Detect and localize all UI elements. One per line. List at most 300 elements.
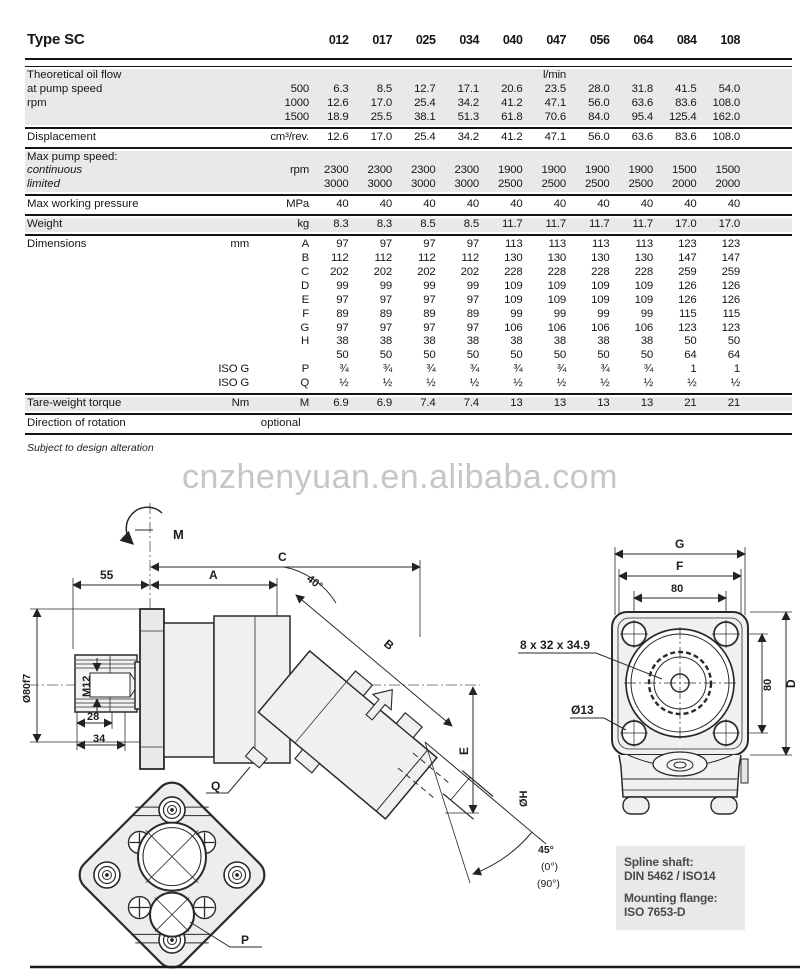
table-row (25, 218, 792, 232)
table-cell: 108.0 (712, 96, 740, 109)
table-cell: 38.1 (414, 110, 436, 123)
table-row (25, 111, 792, 125)
table-row (25, 238, 792, 252)
table-cell: 6.9 (333, 397, 349, 410)
table-cell: ½ (426, 377, 436, 390)
dim-80-right-label: 80 (762, 678, 774, 691)
table-cell: ¾ (643, 363, 653, 376)
table-cell: 63.6 (631, 96, 653, 109)
table-cell: 228 (547, 265, 566, 278)
dim-28-label: 28 (87, 711, 100, 723)
table-cell: 99 (597, 307, 610, 320)
dim-g-label: G (675, 537, 685, 551)
table-cell: ½ (513, 377, 523, 390)
footnote: Subject to design alteration (27, 442, 154, 454)
table-cell: 202 (330, 265, 349, 278)
port-dia-label: ØH (518, 790, 530, 807)
table-cell: MPa (286, 198, 309, 211)
table-cell: 25.4 (414, 96, 436, 109)
table-cell: 84.0 (588, 110, 610, 123)
info-line-flange-title: Mounting flange: (624, 890, 718, 905)
table-cell: 7.4 (463, 397, 479, 410)
table-row (25, 69, 792, 83)
table-cell: 113 (504, 238, 523, 251)
table-cell: 259 (721, 265, 740, 278)
table-cell: 3000 (323, 178, 349, 191)
table-cell: 2000 (671, 178, 697, 191)
table-cell: 8.3 (376, 218, 392, 231)
table-row (25, 131, 792, 145)
table-cell: 084 (676, 33, 697, 47)
table-cell: 50 (597, 349, 610, 362)
table-cell: C (300, 265, 309, 278)
table-cell: 108.0 (712, 130, 740, 143)
table-cell: 13 (553, 397, 566, 410)
table-cell: 123 (678, 238, 697, 251)
table-cell: 106 (591, 321, 610, 334)
table-header-row (25, 30, 792, 55)
table-cell: 109 (634, 279, 653, 292)
table-cell: 162.0 (712, 110, 740, 123)
table-row (25, 280, 792, 294)
table-row (25, 363, 792, 377)
table-cell: 228 (634, 265, 653, 278)
table-cell: 34.2 (457, 130, 479, 143)
table-cell: 50 (379, 349, 392, 362)
table-cell: rpm (27, 96, 47, 109)
rotation-label: M (173, 527, 184, 542)
table-cell: 2300 (410, 164, 436, 177)
table-row (25, 178, 792, 192)
table-cell: 50 (510, 349, 523, 362)
table-cell: ½ (339, 377, 349, 390)
pump-body (140, 609, 290, 769)
angle-90-label: (90°) (537, 878, 560, 890)
table-cell: 147 (721, 251, 740, 264)
table-cell: 017 (372, 33, 392, 47)
table-row (25, 266, 792, 280)
table-cell: continuous (27, 164, 83, 177)
table-cell: 41.5 (675, 82, 697, 95)
table-rule (25, 58, 792, 67)
rear-flange (612, 612, 748, 755)
table-cell: 89 (336, 307, 349, 320)
table-cell: 31.8 (631, 82, 653, 95)
table-cell: 21 (727, 397, 740, 410)
table-cell: 38 (336, 335, 349, 348)
table-cell: ½ (687, 377, 697, 390)
table-cell: 97 (423, 321, 436, 334)
table-cell: 202 (373, 265, 392, 278)
table-cell: 97 (336, 238, 349, 251)
table-cell: 108 (720, 33, 740, 47)
table-cell: 47.1 (544, 96, 566, 109)
table-cell: M (299, 397, 309, 410)
table-cell: 38 (466, 335, 479, 348)
table-cell: Direction of rotation (27, 416, 126, 429)
table-cell: ½ (382, 377, 392, 390)
table-cell: 202 (460, 265, 479, 278)
table-cell: 056 (589, 33, 610, 47)
table-cell: 147 (678, 251, 697, 264)
table-cell: 40 (466, 198, 479, 211)
table-cell: Max working pressure (27, 198, 139, 211)
table-cell: 1500 (715, 164, 740, 177)
rotation-direction-symbol (126, 507, 162, 544)
table-cell: 89 (466, 307, 479, 320)
table-cell: 1500 (671, 164, 697, 177)
table-row (25, 151, 792, 165)
table-cell: limited (27, 178, 60, 191)
dim-a-label: A (209, 568, 218, 582)
table-cell: ¾ (469, 363, 479, 376)
table-cell: 126 (678, 279, 697, 292)
table-cell: 123 (721, 238, 740, 251)
table-cell: 12.6 (327, 130, 349, 143)
table-cell: 6.3 (333, 82, 349, 95)
table-cell: 8.5 (463, 218, 479, 231)
table-cell: 1900 (584, 164, 610, 177)
pump-rear-view (518, 537, 798, 814)
dim-80f7-label: Ø80f7 (21, 673, 33, 703)
table-row (25, 97, 792, 111)
table-cell: 17.0 (718, 218, 740, 231)
table-cell: 034 (459, 33, 479, 47)
table-cell: 83.6 (675, 96, 697, 109)
table-cell: 38 (379, 335, 392, 348)
table-cell: 11.7 (501, 218, 523, 231)
table-cell: 25.5 (370, 110, 392, 123)
angle-45-label: 45° (538, 844, 554, 856)
table-cell: 17.0 (370, 130, 392, 143)
table-cell: 113 (548, 238, 566, 251)
table-cell: 1900 (541, 164, 566, 177)
table-cell: 012 (328, 33, 349, 47)
table-cell: 106 (547, 321, 566, 334)
table-cell: 97 (466, 293, 479, 306)
table-cell: 41.2 (501, 130, 523, 143)
table-cell: ½ (643, 377, 653, 390)
table-cell: 17.1 (457, 82, 479, 95)
table-cell: 8.3 (333, 218, 349, 231)
table-cell: ¾ (426, 363, 436, 376)
table-cell: 109 (547, 293, 566, 306)
table-cell: mm (230, 238, 249, 251)
table-cell: 99 (510, 307, 523, 320)
table-cell: 97 (466, 238, 479, 251)
table-cell: 99 (379, 279, 392, 292)
table-rule (25, 393, 792, 395)
table-cell: 2500 (497, 178, 523, 191)
table-cell: 51.3 (457, 110, 479, 123)
table-cell: 97 (379, 238, 392, 251)
table-row (25, 198, 792, 212)
table-cell: 130 (547, 251, 566, 264)
table-cell: 40 (684, 198, 697, 211)
watermark: cnzhenyuan.en.alibaba.com (182, 458, 618, 496)
table-cell: 18.9 (327, 110, 349, 123)
table-cell: 130 (504, 251, 523, 264)
table-cell: 40 (597, 198, 610, 211)
table-cell: 38 (423, 335, 436, 348)
dim-28-34-lines (77, 712, 125, 751)
table-cell: 89 (379, 307, 392, 320)
table-cell: 259 (678, 265, 697, 278)
dim-80-top-label: 80 (671, 583, 684, 595)
table-cell: 228 (504, 265, 523, 278)
table-rule (25, 194, 792, 196)
dim-e-label: E (457, 746, 471, 755)
table-cell: rpm (289, 164, 309, 177)
table-cell: 7.4 (420, 397, 436, 410)
table-cell: 130 (591, 251, 610, 264)
thread-label: M12 (81, 675, 93, 697)
table-cell: 1900 (497, 164, 523, 177)
pump-side-view (21, 503, 560, 971)
dim-c-label: C (278, 550, 287, 564)
table-cell: 113 (591, 238, 610, 251)
dim-34-label: 34 (93, 733, 106, 745)
table-cell: 1500 (284, 110, 309, 123)
port-p-label: P (241, 933, 250, 947)
table-cell: 47.1 (544, 130, 566, 143)
table-cell: 109 (634, 293, 653, 306)
table-cell: 40 (640, 198, 653, 211)
hole-callout-label: Ø13 (571, 703, 594, 717)
table-cell: Nm (231, 397, 249, 410)
table-cell: 11.7 (545, 218, 566, 231)
table-cell: Type SC (27, 31, 85, 48)
table-cell: 109 (591, 293, 610, 306)
standards-info-box (616, 846, 745, 930)
table-cell: 17.0 (675, 218, 697, 231)
table-cell: kg (297, 218, 309, 231)
table-cell: Weight (27, 218, 63, 231)
table-cell: 1000 (284, 96, 309, 109)
table-cell: 17.0 (370, 96, 392, 109)
table-cell: Q (300, 377, 309, 390)
table-cell: 99 (640, 307, 653, 320)
dim-55-label: 55 (100, 568, 114, 582)
table-cell: D (300, 279, 309, 292)
table-cell: F (302, 307, 309, 320)
table-cell: 126 (678, 293, 697, 306)
table-cell: 97 (466, 321, 479, 334)
table-cell: 38 (597, 335, 610, 348)
table-cell: Dimensions (27, 238, 87, 251)
table-cell: 40 (553, 198, 566, 211)
table-cell: 97 (336, 321, 349, 334)
table-cell: 228 (591, 265, 610, 278)
table-cell: 202 (417, 265, 436, 278)
table-cell: 040 (502, 33, 523, 47)
table-cell: 047 (546, 33, 566, 47)
table-cell: 99 (423, 279, 436, 292)
table-rule (25, 234, 792, 236)
table-cell: E (301, 293, 309, 306)
table-cell: ¾ (513, 363, 523, 376)
table-cell: 11.7 (632, 218, 653, 231)
table-cell: 40 (423, 198, 436, 211)
table-cell: 40 (379, 198, 392, 211)
table-cell: H (300, 335, 309, 348)
table-rule (25, 413, 792, 415)
table-cell: 50 (336, 349, 349, 362)
table-cell: 23.5 (544, 82, 566, 95)
table-cell: 50 (423, 349, 436, 362)
table-rule (25, 214, 792, 216)
table-cell: 99 (466, 279, 479, 292)
table-cell: 64 (727, 349, 740, 362)
table-cell: 70.6 (544, 110, 566, 123)
table-cell: 50 (553, 349, 566, 362)
table-cell: 13 (640, 397, 653, 410)
table-rule (25, 147, 792, 149)
angle-40-label: 40° (304, 572, 325, 593)
spec-table (0, 30, 800, 437)
table-cell: P (301, 363, 309, 376)
table-cell: 112 (461, 251, 479, 264)
table-cell: 97 (379, 321, 392, 334)
table-cell: 109 (547, 279, 566, 292)
info-line-spline-title: Spline shaft: (624, 855, 694, 869)
table-cell: 40 (727, 198, 740, 211)
table-cell: 2500 (541, 178, 566, 191)
table-cell: 38 (553, 335, 566, 348)
table-cell: 12.6 (327, 96, 349, 109)
table-cell: 064 (633, 33, 653, 47)
table-cell: 38 (640, 335, 653, 348)
table-cell: 64 (684, 349, 697, 362)
table-cell: ½ (730, 377, 740, 390)
table-cell: 50 (640, 349, 653, 362)
table-cell: 40 (336, 198, 349, 211)
table-cell: B (301, 251, 309, 264)
table-cell: Tare-weight torque (27, 397, 122, 410)
table-row (25, 417, 792, 431)
table-cell: 13 (510, 397, 523, 410)
table-cell: 12.7 (414, 82, 436, 95)
table-cell: 21 (684, 397, 697, 410)
table-cell: 109 (504, 293, 523, 306)
table-row (25, 335, 792, 349)
table-cell: ¾ (382, 363, 392, 376)
table-cell: 41.2 (501, 96, 523, 109)
table-cell: G (300, 321, 309, 334)
table-cell: ¾ (339, 363, 349, 376)
table-row (25, 397, 792, 411)
table-cell: 99 (553, 307, 566, 320)
table-cell: 28.0 (588, 82, 610, 95)
table-row (25, 83, 792, 97)
table-cell: 50 (727, 335, 740, 348)
table-cell: 40 (510, 198, 523, 211)
table-cell: 112 (374, 251, 392, 264)
table-cell: ¾ (600, 363, 610, 376)
table-cell: 6.9 (376, 397, 392, 410)
table-row (25, 377, 792, 391)
table-cell: Displacement (27, 130, 97, 143)
rear-lower-body (619, 752, 748, 814)
table-cell: 2300 (367, 164, 392, 177)
table-cell: 63.6 (631, 130, 653, 143)
table-cell: 112 (417, 251, 436, 264)
table-cell: cm³/rev. (270, 130, 309, 143)
table-row (25, 322, 792, 336)
table-cell: 126 (721, 279, 740, 292)
table-cell: 500 (290, 82, 309, 95)
table-cell: 2300 (454, 164, 479, 177)
table-cell: 2500 (584, 178, 610, 191)
table-cell: 54.0 (718, 82, 740, 95)
table-cell: 95.4 (631, 110, 653, 123)
table-cell: ¾ (556, 363, 566, 376)
table-cell: 97 (423, 238, 436, 251)
table-cell: 83.6 (675, 130, 697, 143)
dim-d-label: D (784, 679, 798, 688)
table-cell: A (301, 238, 309, 251)
table-cell: ½ (469, 377, 479, 390)
table-rule (25, 433, 792, 435)
port-q-label: Q (211, 779, 221, 793)
table-cell: 20.6 (501, 82, 523, 95)
table-row (25, 308, 792, 322)
table-cell: ½ (556, 377, 566, 390)
table-cell: 109 (504, 279, 523, 292)
table-cell: 115 (722, 307, 740, 320)
table-cell: l/min (542, 69, 566, 81)
table-row (25, 294, 792, 308)
table-cell: 112 (330, 251, 349, 264)
table-row (25, 252, 792, 266)
table-cell: 11.7 (588, 218, 610, 231)
table-cell: 106 (634, 321, 653, 334)
table-cell: 130 (634, 251, 653, 264)
table-cell: 97 (423, 293, 436, 306)
dim-b-label: B (381, 636, 397, 653)
table-cell: 89 (423, 307, 436, 320)
table-cell: 106 (504, 321, 523, 334)
table-cell: 61.8 (501, 110, 523, 123)
table-cell: 2000 (715, 178, 740, 191)
table-cell: 109 (591, 279, 610, 292)
table-cell: 8.5 (376, 82, 392, 95)
table-cell: 115 (678, 307, 697, 320)
table-cell: 123 (721, 321, 740, 334)
table-cell: 2500 (628, 178, 653, 191)
table-cell: 126 (721, 293, 740, 306)
table-cell: 113 (635, 238, 653, 251)
info-line-spline-value: DIN 5462 / ISO14 (624, 869, 716, 884)
table-cell: 50 (684, 335, 697, 348)
angle-0-label: (0°) (541, 861, 559, 873)
table-cell: ISO G (218, 363, 249, 376)
table-cell: ½ (600, 377, 610, 390)
table-cell: 1 (690, 363, 697, 376)
table-cell: Theoretical oil flow (27, 69, 122, 81)
table-cell: ISO G (218, 377, 249, 390)
table-cell: 38 (510, 335, 523, 348)
table-rule (25, 127, 792, 129)
table-cell: 3000 (410, 178, 436, 191)
table-cell: 56.0 (588, 130, 610, 143)
dim-f-label: F (676, 559, 684, 573)
table-row (25, 164, 792, 178)
table-cell: 3000 (454, 178, 479, 191)
table-row (25, 349, 792, 363)
table-cell: at pump speed (27, 82, 103, 95)
table-cell: 123 (678, 321, 697, 334)
